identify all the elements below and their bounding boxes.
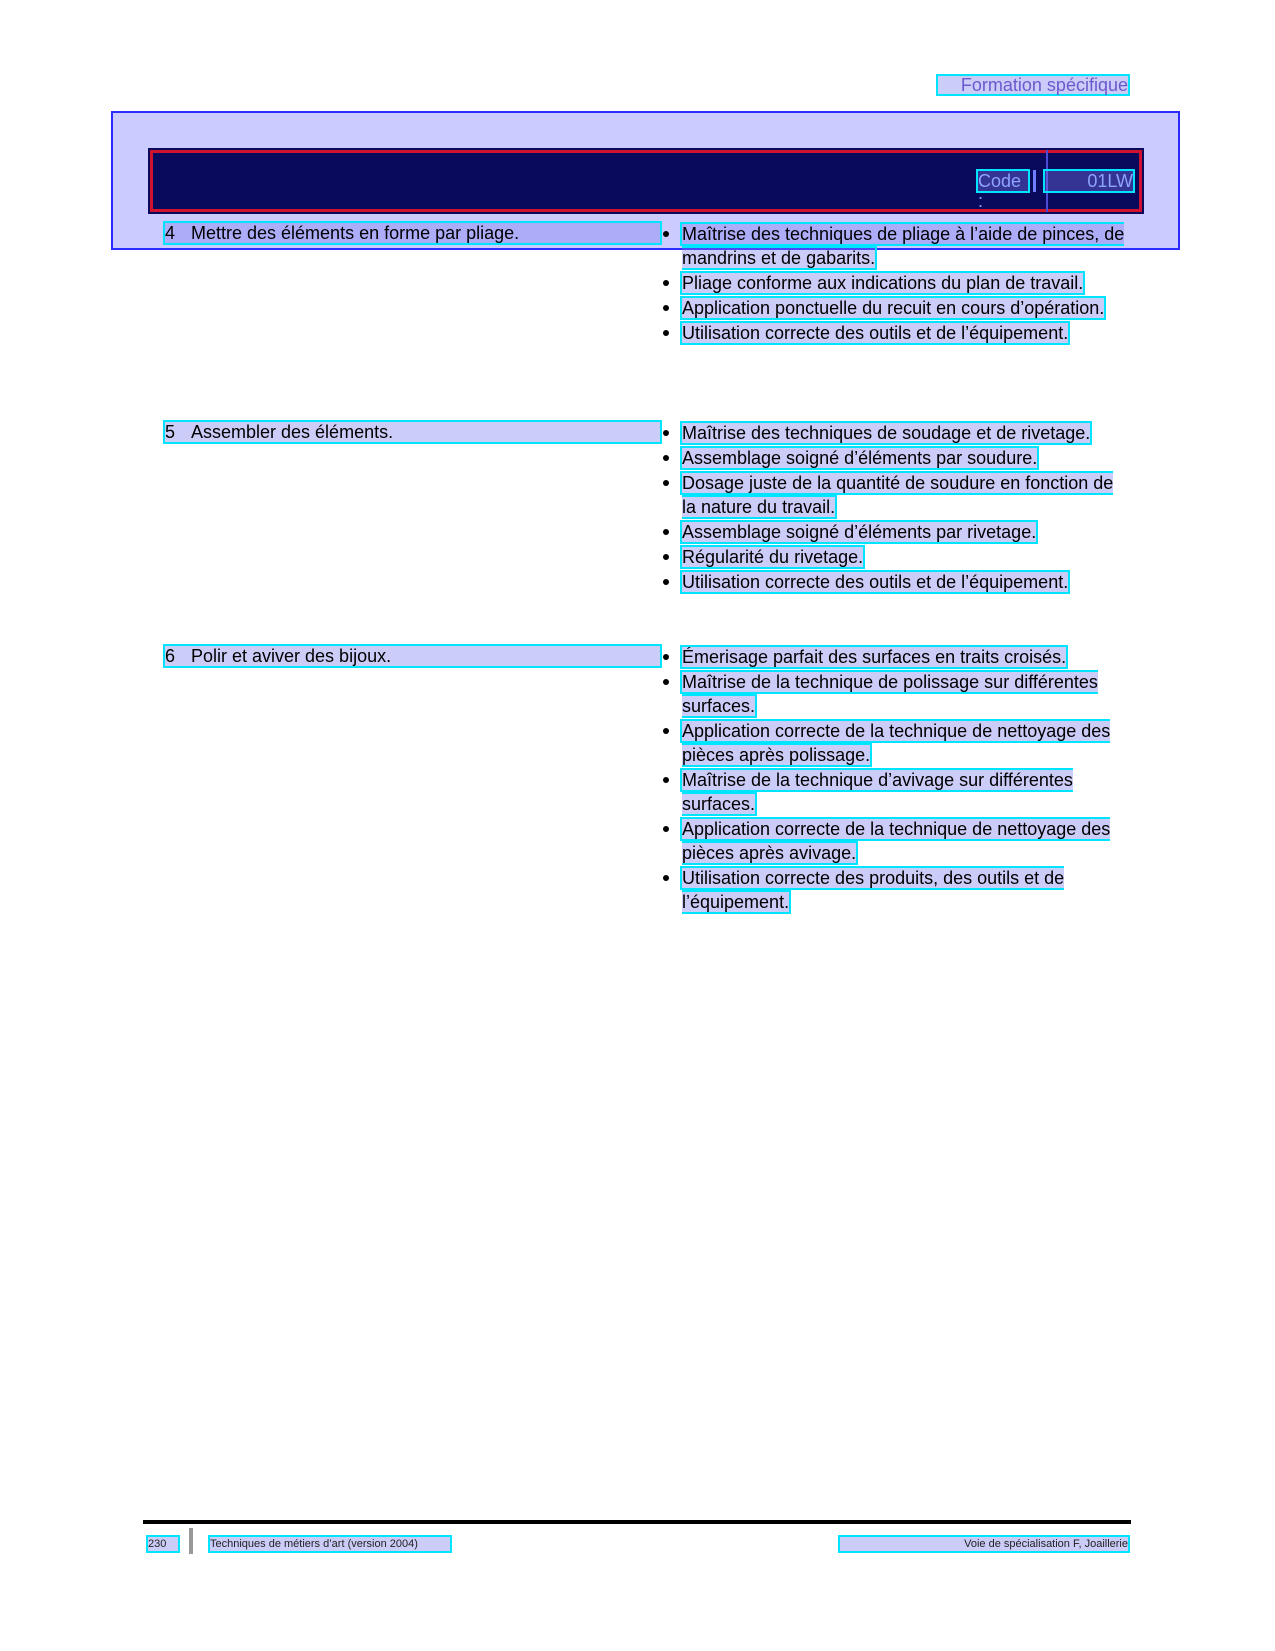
criterion-item (660, 321, 1128, 345)
criteria-list (660, 421, 1128, 595)
criterion-item (660, 817, 1128, 865)
bullet-icon (663, 579, 669, 585)
footer-page-number: 230 (148, 1537, 178, 1551)
criterion-item (660, 222, 1128, 270)
bullet-icon (663, 330, 669, 336)
element-row (165, 646, 660, 666)
criterion-item (660, 768, 1128, 816)
criterion-text: Dosage juste de la quantité de soudure en fonction de la nature du travail. (682, 473, 1114, 517)
bullet-icon (663, 430, 669, 436)
criterion-text: Application correcte de la technique de nettoyage des pièces après polissage. (682, 721, 1111, 765)
module-code-label: Code : (978, 171, 1028, 191)
criterion-item (660, 645, 1128, 669)
element-number: 5 (165, 422, 176, 442)
criterion-item (660, 545, 1128, 569)
criterion-text: Maîtrise de la technique d’avivage sur différentes surfaces. (682, 770, 1073, 814)
bullet-icon (663, 455, 669, 461)
criterion-text: Assemblage soigné d’éléments par soudure. (682, 448, 1038, 468)
bullet-icon (663, 875, 669, 881)
element-row (165, 422, 660, 442)
criterion-item (660, 670, 1128, 718)
criterion-text: Régularité du rivetage. (682, 547, 864, 567)
criterion-text: Émerisage parfait des surfaces en traits croisés. (682, 647, 1067, 667)
criterion-item (660, 446, 1128, 470)
element-number: 6 (165, 646, 176, 666)
criterion-text: Maîtrise des techniques de soudage et de rivetage. (682, 423, 1091, 443)
criterion-item (660, 570, 1128, 594)
criterion-item (660, 866, 1128, 914)
bullet-icon (663, 728, 669, 734)
bullet-icon (663, 777, 669, 783)
footer-specialization: Voie de spécialisation F, Joaillerie (840, 1537, 1128, 1551)
footer-program: Techniques de métiers d’art (version 2004) (210, 1537, 450, 1551)
criterion-item (660, 421, 1128, 445)
criterion-item (660, 520, 1128, 544)
criterion-text: Utilisation correcte des produits, des outils et de l’équipement. (682, 868, 1065, 912)
footer-separator (189, 1528, 193, 1554)
bullet-icon (663, 480, 669, 486)
element-number: 4 (165, 223, 176, 243)
bullet-icon (663, 529, 669, 535)
code-separator (1033, 170, 1036, 192)
criterion-text: Maîtrise des techniques de pliage à l’aide de pinces, de mandrins et de gabarits. (682, 224, 1125, 268)
footer-rule (143, 1520, 1131, 1524)
bullet-icon (663, 554, 669, 560)
bullet-icon (663, 280, 669, 286)
criterion-text: Pliage conforme aux indications du plan de travail. (682, 273, 1084, 293)
criterion-text: Assemblage soigné d’éléments par rivetage. (682, 522, 1037, 542)
element-row (165, 223, 660, 243)
bullet-icon (663, 654, 669, 660)
element-text: Polir et aviver des bijoux. (191, 646, 392, 666)
criterion-text: Utilisation correcte des outils et de l’équipement. (682, 323, 1069, 343)
page-header-title: Formation spécifique (938, 76, 1128, 94)
criterion-item (660, 471, 1128, 519)
bullet-icon (663, 305, 669, 311)
bullet-icon (663, 679, 669, 685)
criterion-text: Application correcte de la technique de nettoyage des pièces après avivage. (682, 819, 1111, 863)
element-text: Mettre des éléments en forme par pliage. (191, 223, 520, 243)
criterion-item (660, 296, 1128, 320)
bullet-icon (663, 826, 669, 832)
criterion-text: Application ponctuelle du recuit en cours d’opération. (682, 298, 1105, 318)
element-text: Assembler des éléments. (191, 422, 394, 442)
criteria-list (660, 222, 1128, 346)
criterion-text: Maîtrise de la technique de polissage sur différentes surfaces. (682, 672, 1098, 716)
bullet-icon (663, 231, 669, 237)
criterion-item (660, 271, 1128, 295)
criteria-list (660, 645, 1128, 915)
criterion-text: Utilisation correcte des outils et de l’équipement. (682, 572, 1069, 592)
module-code-value: 01LW (1045, 171, 1133, 191)
criterion-item (660, 719, 1128, 767)
